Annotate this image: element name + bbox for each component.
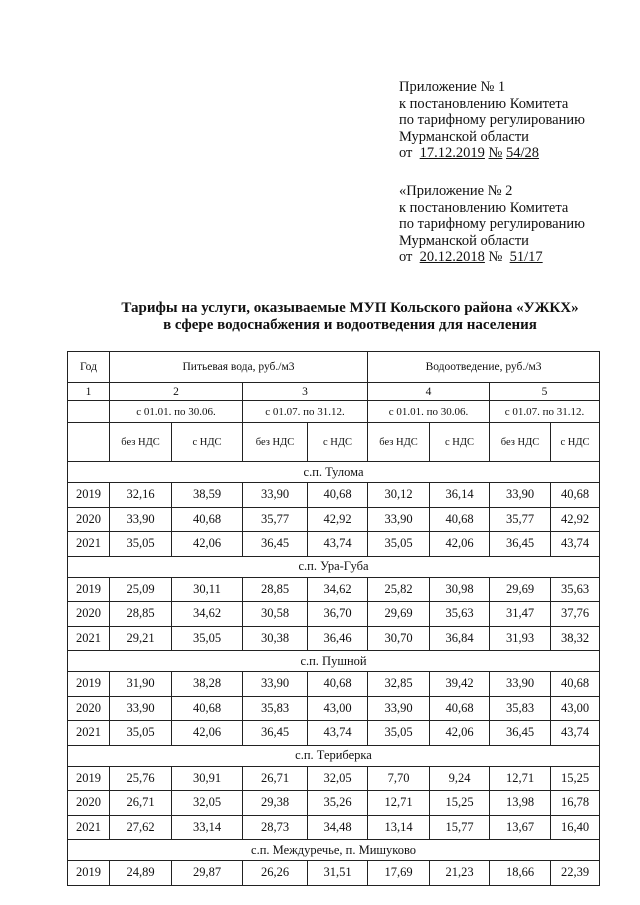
tariff-cell: 40,68 — [308, 672, 368, 697]
tariff-cell: 35,05 — [368, 721, 430, 746]
appendix-1-line1: Приложение № 1 — [399, 79, 506, 95]
appendix-1-from: от — [399, 145, 413, 161]
tariff-cell: 29,87 — [172, 861, 243, 886]
table-row — [68, 626, 600, 651]
table-row — [68, 721, 600, 746]
tariff-cell: 38,28 — [172, 672, 243, 697]
header-empty-cell — [68, 401, 110, 423]
tariff-cell: 42,92 — [308, 507, 368, 532]
document-title — [60, 300, 640, 334]
tariff-cell: 33,90 — [368, 696, 430, 721]
table-row — [68, 483, 600, 508]
tariff-cell: 40,68 — [551, 672, 600, 697]
tariff-cell: 43,74 — [551, 721, 600, 746]
header-period-3: с 01.01. по 30.06. — [368, 401, 490, 423]
tariff-cell: 25,76 — [110, 766, 172, 791]
tariff-cell: 33,90 — [490, 672, 551, 697]
year-cell: 2019 — [68, 672, 110, 697]
tariff-cell: 33,90 — [110, 696, 172, 721]
appendix-1-line3: по тарифному регулированию — [399, 112, 585, 128]
tariff-cell: 35,05 — [110, 532, 172, 557]
year-cell: 2021 — [68, 815, 110, 840]
tariff-cell: 33,90 — [243, 672, 308, 697]
tariff-cell: 35,05 — [368, 532, 430, 557]
header-with-vat: с НДС — [308, 423, 368, 462]
appendix-2-line3: по тарифному регулированию — [399, 216, 585, 232]
appendix-1-date: 17.12.2019 — [419, 145, 485, 161]
tariff-cell: 36,45 — [490, 721, 551, 746]
tariff-cell: 13,14 — [368, 815, 430, 840]
tariff-cell: 22,39 — [551, 861, 600, 886]
tariff-cell: 34,62 — [172, 602, 243, 627]
year-cell: 2021 — [68, 532, 110, 557]
appendix-1-number: 54/28 — [506, 145, 540, 161]
tariff-cell: 42,06 — [172, 532, 243, 557]
locality-name: с.п. Ура-Губа — [68, 556, 600, 577]
tariff-cell: 42,06 — [430, 532, 490, 557]
tariff-cell: 30,58 — [243, 602, 308, 627]
header-row-main — [68, 352, 600, 383]
tariff-cell: 32,05 — [172, 791, 243, 816]
locality-row — [68, 651, 600, 672]
appendix-2-line2: к постановлению Комитета — [399, 199, 569, 216]
header-water: Питьевая вода, руб./м3 — [110, 352, 368, 383]
tariffs-table — [67, 351, 600, 886]
year-cell: 2019 — [68, 861, 110, 886]
table-row — [68, 861, 600, 886]
header-col-2: 2 — [110, 383, 243, 401]
header-row-vat — [68, 423, 600, 462]
tariff-cell: 38,59 — [172, 483, 243, 508]
tariff-cell: 27,62 — [110, 815, 172, 840]
tariff-cell: 40,68 — [430, 696, 490, 721]
year-cell: 2020 — [68, 696, 110, 721]
table-row — [68, 507, 600, 532]
header-no-vat: без НДС — [490, 423, 551, 462]
locality-row — [68, 745, 600, 766]
tariff-cell: 30,12 — [368, 483, 430, 508]
locality-row — [68, 840, 600, 861]
tariff-cell: 35,83 — [490, 696, 551, 721]
appendix-2-date-line — [399, 249, 585, 266]
tariff-cell: 36,84 — [430, 626, 490, 651]
tariff-cell: 42,92 — [551, 507, 600, 532]
tariff-cell: 15,25 — [430, 791, 490, 816]
tariff-cell: 33,90 — [243, 483, 308, 508]
tariff-cell: 40,68 — [172, 696, 243, 721]
tariff-cell: 35,26 — [308, 791, 368, 816]
tariff-cell: 42,06 — [172, 721, 243, 746]
tariff-cell: 29,21 — [110, 626, 172, 651]
table-row — [68, 815, 600, 840]
tariff-cell: 36,45 — [243, 721, 308, 746]
tariff-cell: 33,14 — [172, 815, 243, 840]
tariff-cell: 33,90 — [368, 507, 430, 532]
appendix-2-date: 20.12.2018 — [419, 249, 485, 265]
tariff-cell: 31,93 — [490, 626, 551, 651]
locality-name: с.п. Териберка — [68, 745, 600, 766]
header-period-2: с 01.07. по 31.12. — [243, 401, 368, 423]
tariff-cell: 34,62 — [308, 577, 368, 602]
tariff-cell: 21,23 — [430, 861, 490, 886]
appendix-2-number: 51/17 — [509, 249, 543, 265]
appendix-2-num-sign: № — [488, 249, 503, 265]
tariff-cell: 16,40 — [551, 815, 600, 840]
table-row — [68, 602, 600, 627]
tariff-cell: 40,68 — [308, 483, 368, 508]
header-year: Год — [68, 352, 110, 383]
header-row-periods — [68, 401, 600, 423]
tariff-cell: 36,70 — [308, 602, 368, 627]
table-row — [68, 577, 600, 602]
tariff-cell: 36,45 — [243, 532, 308, 557]
tariff-cell: 33,90 — [110, 507, 172, 532]
year-cell: 2019 — [68, 577, 110, 602]
tariff-cell: 9,24 — [430, 766, 490, 791]
appendix-2-header — [399, 183, 585, 266]
tariff-cell: 35,77 — [490, 507, 551, 532]
tariff-cell: 35,05 — [110, 721, 172, 746]
tariff-cell: 43,00 — [308, 696, 368, 721]
tariff-cell: 15,25 — [551, 766, 600, 791]
tariff-cell: 7,70 — [368, 766, 430, 791]
tariff-cell: 43,74 — [308, 532, 368, 557]
tariff-cell: 36,45 — [490, 532, 551, 557]
year-cell: 2020 — [68, 791, 110, 816]
header-empty-cell — [68, 423, 110, 462]
table-row — [68, 791, 600, 816]
tariff-cell: 29,38 — [243, 791, 308, 816]
tariff-cell: 35,77 — [243, 507, 308, 532]
header-drain: Водоотведение, руб./м3 — [368, 352, 600, 383]
tariff-cell: 40,68 — [430, 507, 490, 532]
tariff-cell: 31,90 — [110, 672, 172, 697]
appendix-2-line4: Мурманской области — [399, 232, 529, 249]
tariff-cell: 38,32 — [551, 626, 600, 651]
tariff-cell: 43,74 — [551, 532, 600, 557]
tariff-cell: 29,69 — [368, 602, 430, 627]
title-line2: в сфере водоснабжения и водоотведения для населения — [163, 317, 537, 333]
header-period-1: с 01.01. по 30.06. — [110, 401, 243, 423]
header-col-5: 5 — [490, 383, 600, 401]
appendix-1-num-sign: № — [488, 145, 503, 161]
locality-row — [68, 556, 600, 577]
table-row — [68, 532, 600, 557]
year-cell: 2019 — [68, 483, 110, 508]
year-cell: 2021 — [68, 721, 110, 746]
appendix-1-header — [399, 79, 585, 162]
tariff-cell: 30,98 — [430, 577, 490, 602]
locality-row — [68, 462, 600, 483]
header-period-4: с 01.07. по 31.12. — [490, 401, 600, 423]
tariff-cell: 35,05 — [172, 626, 243, 651]
tariff-cell: 26,26 — [243, 861, 308, 886]
tariff-cell: 31,47 — [490, 602, 551, 627]
year-cell: 2020 — [68, 507, 110, 532]
tariff-cell: 36,46 — [308, 626, 368, 651]
tariff-cell: 32,85 — [368, 672, 430, 697]
locality-name: с.п. Междуречье, п. Мишуково — [68, 840, 600, 861]
tariff-cell: 26,71 — [110, 791, 172, 816]
tariff-cell: 34,48 — [308, 815, 368, 840]
tariff-cell: 12,71 — [490, 766, 551, 791]
tariff-cell: 43,74 — [308, 721, 368, 746]
tariff-cell: 13,67 — [490, 815, 551, 840]
table-row — [68, 696, 600, 721]
header-col-4: 4 — [368, 383, 490, 401]
tariff-cell: 43,00 — [551, 696, 600, 721]
header-with-vat: с НДС — [551, 423, 600, 462]
appendix-1-line4: Мурманской области — [399, 128, 529, 145]
tariff-cell: 16,78 — [551, 791, 600, 816]
title-line1: Тарифы на услуги, оказываемые МУП Кольского района «УЖКХ» — [121, 300, 579, 316]
year-cell: 2019 — [68, 766, 110, 791]
tariff-cell: 15,77 — [430, 815, 490, 840]
tariff-cell: 35,63 — [551, 577, 600, 602]
header-with-vat: с НДС — [172, 423, 243, 462]
tariff-cell: 33,90 — [490, 483, 551, 508]
tariff-cell: 42,06 — [430, 721, 490, 746]
tariff-cell: 39,42 — [430, 672, 490, 697]
header-col-1: 1 — [68, 383, 110, 401]
tariff-cell: 30,38 — [243, 626, 308, 651]
tariff-cell: 29,69 — [490, 577, 551, 602]
tariff-cell: 32,05 — [308, 766, 368, 791]
header-col-3: 3 — [243, 383, 368, 401]
tariff-cell: 26,71 — [243, 766, 308, 791]
tariff-cell: 30,91 — [172, 766, 243, 791]
tariff-cell: 12,71 — [368, 791, 430, 816]
tariff-cell: 28,73 — [243, 815, 308, 840]
tariff-cell: 18,66 — [490, 861, 551, 886]
year-cell: 2021 — [68, 626, 110, 651]
tariff-cell: 17,69 — [368, 861, 430, 886]
header-row-numbers — [68, 383, 600, 401]
tariff-cell: 40,68 — [551, 483, 600, 508]
tariff-cell: 25,82 — [368, 577, 430, 602]
tariff-cell: 35,83 — [243, 696, 308, 721]
appendix-2-from: от — [399, 249, 413, 265]
header-no-vat: без НДС — [110, 423, 172, 462]
tariff-cell: 35,63 — [430, 602, 490, 627]
tariff-cell: 37,76 — [551, 602, 600, 627]
tariff-cell: 28,85 — [110, 602, 172, 627]
year-cell: 2020 — [68, 602, 110, 627]
tariff-cell: 31,51 — [308, 861, 368, 886]
appendix-2-line1: «Приложение № 2 — [399, 183, 513, 199]
tariff-cell: 30,70 — [368, 626, 430, 651]
tariff-cell: 40,68 — [172, 507, 243, 532]
tariff-cell: 28,85 — [243, 577, 308, 602]
tariff-cell: 25,09 — [110, 577, 172, 602]
tariff-cell: 32,16 — [110, 483, 172, 508]
locality-name: с.п. Тулома — [68, 462, 600, 483]
tariff-cell: 30,11 — [172, 577, 243, 602]
tariff-cell: 13,98 — [490, 791, 551, 816]
locality-name: с.п. Пушной — [68, 651, 600, 672]
header-with-vat: с НДС — [430, 423, 490, 462]
appendix-1-date-line — [399, 145, 585, 162]
tariff-cell: 36,14 — [430, 483, 490, 508]
table-row — [68, 672, 600, 697]
tariff-cell: 24,89 — [110, 861, 172, 886]
header-no-vat: без НДС — [368, 423, 430, 462]
appendix-1-line2: к постановлению Комитета — [399, 95, 569, 112]
header-no-vat: без НДС — [243, 423, 308, 462]
table-row — [68, 766, 600, 791]
